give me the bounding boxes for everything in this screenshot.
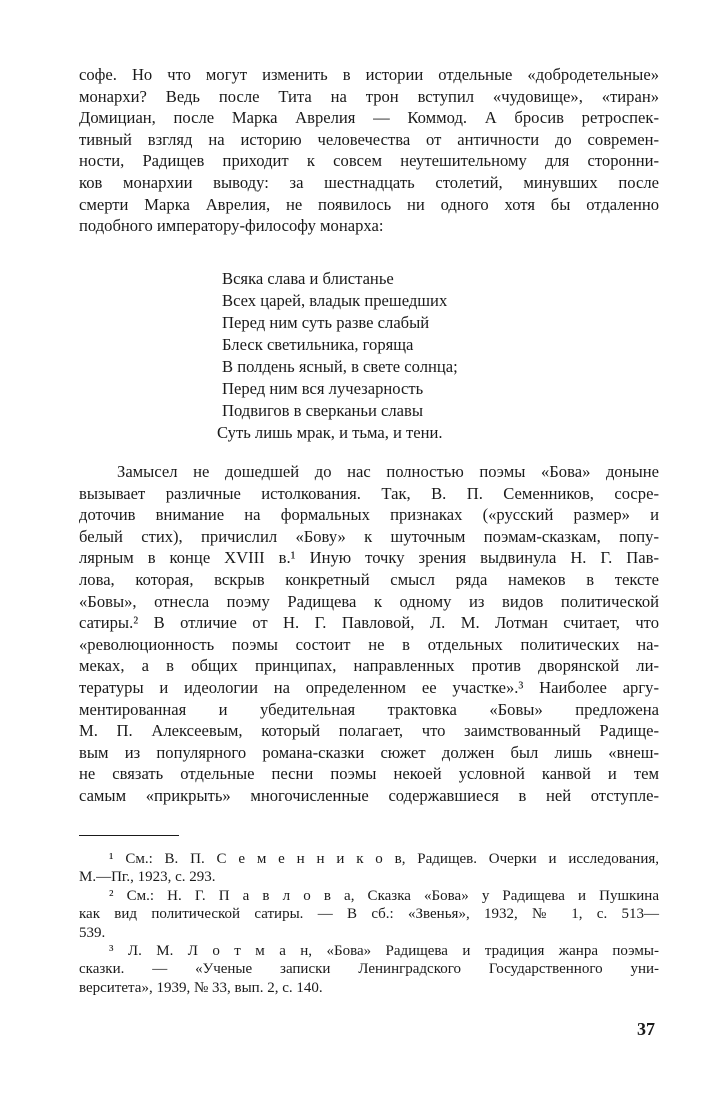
footnote-divider [79,835,179,836]
footnote-line: М.—Пг., 1923, с. 293. [79,869,216,886]
text-line: вым из популярного романа-сказки сюжет должен был лишь «внеш- [79,742,659,762]
text-line: лова, которая, вскрыв конкретный смысл ряда намеков в тексте [79,569,659,589]
text-line: лярным в конце XVIII в.¹ Иную точку зрения выдвинула Н. Г. Пав- [79,548,659,568]
text-line: вызывает различные истолкования. Так, В. П. Семенников, сосре- [79,483,659,503]
paragraph-intro [79,64,659,237]
footnote-line: сказки. — «Ученые записки Ленинградского Государственного уни- [79,961,659,978]
footnote-line: 539. [79,924,106,941]
verse-line: Подвигов в сверканьи славы [222,401,424,420]
text-line: самым «прикрыть» многочисленные содержавшиеся в ней отступле- [79,785,659,805]
text-line: ности, Радищев приходит к совсем неутешительному для сторонни- [79,151,659,171]
text-line: ментированная и убедительная трактовка «Бовы» предложена [79,699,659,719]
footnote-line: ¹ См.: В. П. С е м е н н и к о в, Радищев. Очерки и исследования, [109,851,659,867]
verse-line: Всех царей, владык прешедших [222,291,448,310]
footnote-line: ² См.: Н. Г. П а в л о в а, Сказка «Бова» у Радищева и Пушкина [109,887,659,904]
text-line: доточив внимание на формальных признаках («русский размер» и [79,505,659,525]
text-line: белый стих), причислил «Бову» к шуточным поэмам-сказкам, попу- [79,526,659,546]
verse-line: Блеск светильника, горяща [222,335,414,354]
text-line: «революционность поэмы состоит не в отдельных политических на- [79,634,659,654]
verse-line: Суть лишь мрак, и тьма, и тени. [217,423,443,442]
paragraph-bova [79,461,659,807]
verse-line: В полдень ясный, в свете солнца; [222,357,458,376]
verse-line: Перед ним вся лучезарность [222,379,424,398]
footnote-line: верситета», 1939, № 33, вып. 2, с. 140. [79,979,323,996]
footnote-line: как вид политической сатиры. — В сб.: «Звенья», 1932, № 1, с. 513— [79,906,659,923]
footnote-line: ³ Л. М. Л о т м а н, «Бова» Радищева и традиция жанра поэмы- [109,942,659,959]
text-line: Домициан, после Марка Аврелия — Коммод. А бросив ретроспек- [79,108,659,128]
poem-quote [217,268,542,444]
text-line: М. П. Алексеевым, который полагает, что заимствованный Радище- [79,721,659,741]
text-line: смерти Марка Аврелия, не появилось ни одного хотя бы отдаленно [79,194,659,214]
text-line: тивный взгляд на историю человечества от античности до современ- [79,129,659,149]
text-line: ков монархии выводу: за шестнадцать столетий, минувших после [79,172,659,192]
text-line: софе. Но что могут изменить в истории отдельные «добродетельные» [79,65,659,84]
text-line: Замысел не дошедшей до нас полностью поэмы «Бова» доныне [117,462,659,481]
text-line: сатиры.² В отличие от Н. Г. Павловой, Л. М. Лотман считает, что [79,613,659,633]
verse-line: Перед ним суть разве слабый [222,313,430,332]
text-line: подобного императору-философу монарха: [79,216,384,236]
text-line: «Бовы», отнесла поэму Радищева к одному из видов политической [79,591,659,611]
text-line: монархи? Ведь после Тита на трон вступил «чудовище», «тиран» [79,86,659,106]
page-number: 37 [637,1019,655,1039]
verse-line: Всяка слава и блистанье [222,269,394,288]
footnotes [79,850,659,997]
text-line: меках, а в общих принципах, направленных против дворянской ли- [79,656,659,676]
text-line: тературы и идеологии на определенном ее участке».³ Наиболее аргу- [79,677,659,697]
text-line: не связать отдельные песни поэмы некоей условной канвой и тем [79,764,659,784]
